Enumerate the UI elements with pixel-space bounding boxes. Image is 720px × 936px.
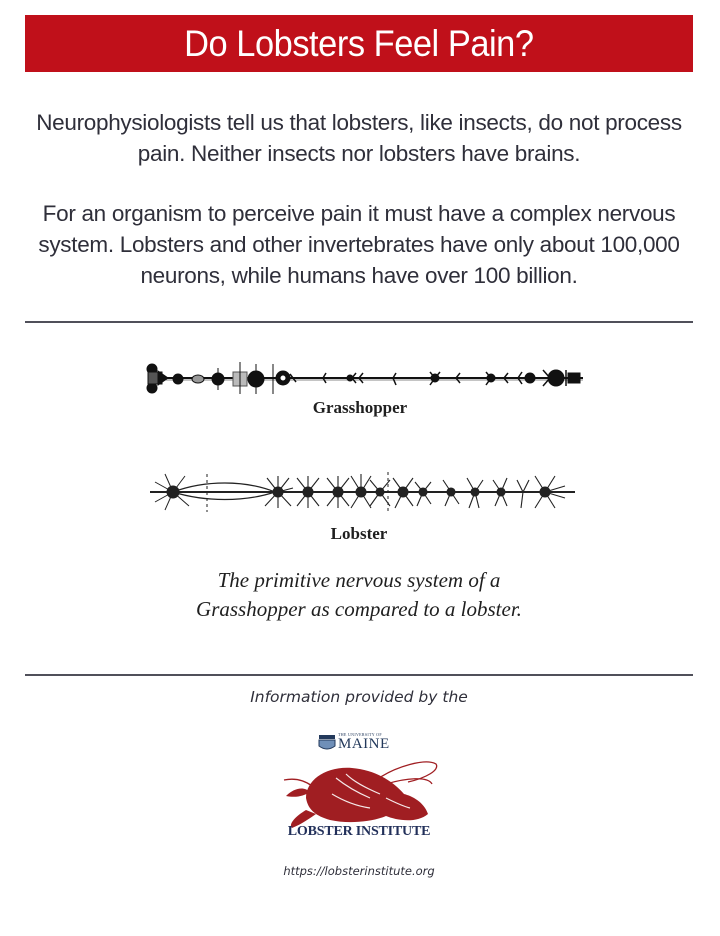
title-banner — [25, 15, 693, 72]
lobster-nervous-system-icon — [145, 468, 580, 516]
info-provided-text: Information provided by the — [250, 688, 468, 706]
figure-caption — [25, 566, 693, 624]
website-link[interactable]: https://lobsterinstitute.org — [283, 864, 435, 878]
neurons-paragraph: For an organism to perceive pain it must have a complex nervous system. Lobsters and other invertebrates have only about 100,000 neurons, while humans have over 100 billion. — [38, 201, 680, 288]
lobster-label: Lobster — [330, 524, 388, 543]
top-divider — [25, 321, 693, 323]
caption-line-2: Grasshopper as compared to a lobster. — [196, 597, 522, 621]
page-title: Do Lobsters Feel Pain? — [184, 22, 534, 64]
university-name: MAINE — [338, 736, 390, 752]
maine-shield-icon — [318, 734, 336, 752]
lobster-institute-name: LOBSTER INSTITUTE — [287, 824, 431, 839]
university-of-maine-logo — [318, 733, 390, 752]
university-small-text: THE UNIVERSITY OF — [338, 732, 382, 737]
lobster-logo-icon — [276, 758, 444, 830]
intro-paragraph: Neurophysiologists tell us that lobsters, like insects, do not process pain. Neither insects nor lobsters have brains. — [36, 110, 682, 166]
grasshopper-nervous-system-icon — [138, 358, 588, 398]
bottom-divider — [25, 674, 693, 676]
grasshopper-label: Grasshopper — [312, 398, 408, 417]
caption-line-1: The primitive nervous system of a — [217, 568, 501, 592]
